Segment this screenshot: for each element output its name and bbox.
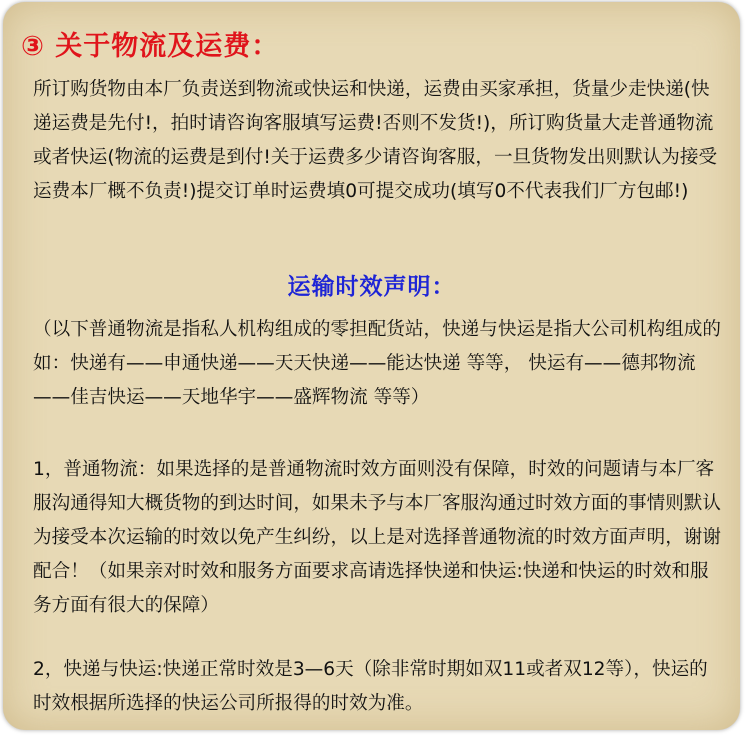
intro-paragraph: 所订购货物由本厂负责送到物流或快运和快递，运费由买家承担，货量少走快递(快递运费是先付!，拍时请咨询客服填写运费!否则不发货!)，所订购货量大走普通物流或者快运(物流的运费是到付!关于运费多少请咨询客服，一旦货物发出则默认为接受运费本厂概不负责!)提交订单时运费填0可提交成功(填写0不代表我们厂方包邮!)	[33, 79, 718, 202]
item-2-paragraph: 2，快递与快运:快递正常时效是3—6天（除非常时期如双11或者双12等），快运的时效根据所选择的快运公司所报得的时效为准。	[33, 659, 708, 714]
shipping-notice-card	[3, 2, 740, 730]
subtitle: 运输时效声明：	[287, 274, 456, 300]
section-title: ③ 关于物流及运费：	[21, 31, 280, 62]
definition-paragraph: （以下普通物流是指私人机构组成的零担配货站，快递与快运是指大公司机构组成的如：快递有——申通快递——天天快递——能达快递 等等， 快运有——德邦物流——佳吉快运——天地华宇——盛辉物流 等等）	[33, 319, 721, 408]
item-1-paragraph: 1，普通物流：如果选择的是普通物流时效方面则没有保障，时效的问题请与本厂客服沟通得知大概货物的到达时间，如果未予与本厂客服沟通过时效方面的事情则默认为接受本次运输的时效以免产生纠纷，以上是对选择普通物流的时效方面声明，谢谢配合！（如果亲对时效和服务方面要求高请选择快递和快运:快递和快运的时效和服务方面有很大的保障）	[33, 459, 721, 616]
